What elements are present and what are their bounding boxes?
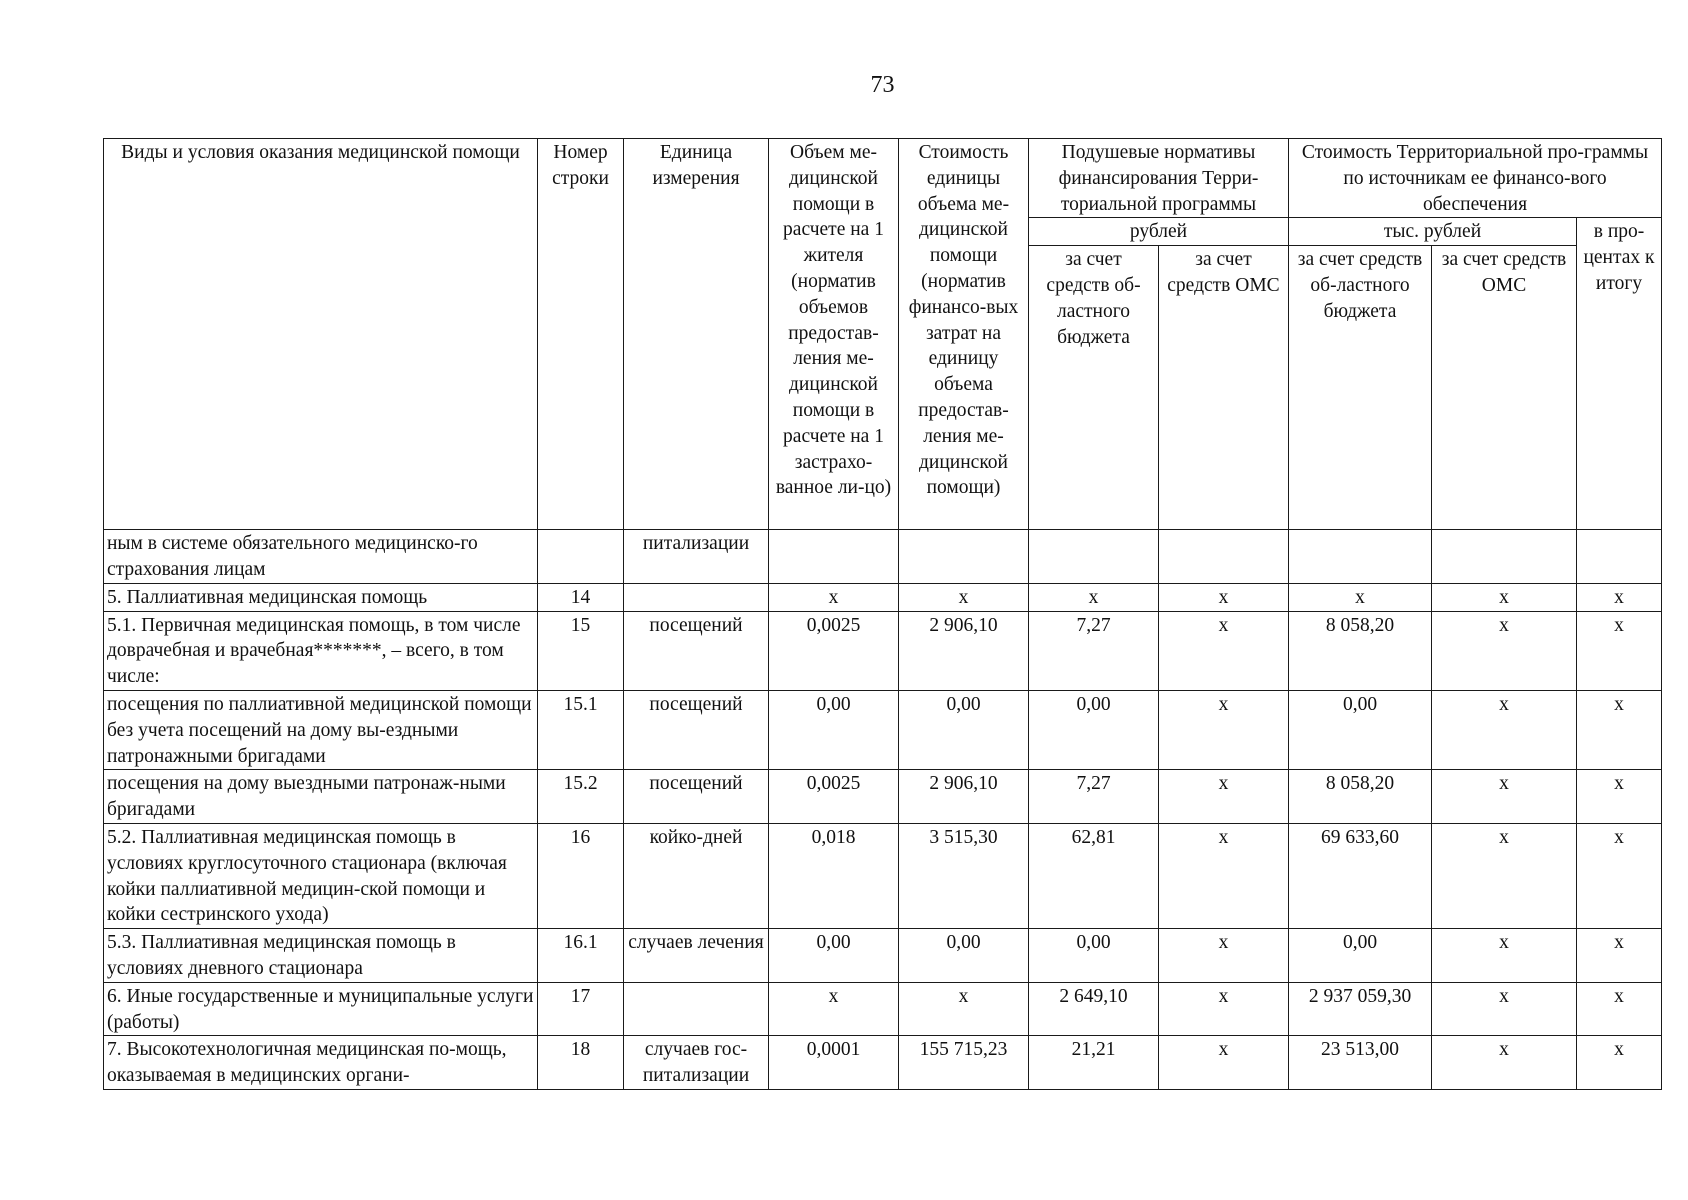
row-volume: х xyxy=(769,982,899,1036)
row-name: 5.2. Паллиативная медицинская помощь в условиях круглосуточного стационара (включая койки паллиативной медицин-ской помощи и койки сестринского ухода) xyxy=(104,823,538,928)
row-per-capita-budget xyxy=(1029,530,1159,584)
row-per-capita-oms: х xyxy=(1159,823,1289,928)
row-program-oms: х xyxy=(1432,929,1577,983)
row-number: 15.2 xyxy=(538,770,624,824)
row-program-budget: 0,00 xyxy=(1289,929,1432,983)
row-volume: 0,0025 xyxy=(769,611,899,690)
row-program-oms: х xyxy=(1432,823,1577,928)
table-row xyxy=(104,929,1662,983)
row-cost: 0,00 xyxy=(899,690,1029,769)
row-per-capita-oms: х xyxy=(1159,929,1289,983)
row-per-capita-oms: х xyxy=(1159,1036,1289,1090)
header-row-number: Номер строки xyxy=(538,139,624,530)
row-number: 16.1 xyxy=(538,929,624,983)
row-per-capita-budget: 0,00 xyxy=(1029,929,1159,983)
row-name: 5.3. Паллиативная медицинская помощь в условиях дневного стационара xyxy=(104,929,538,983)
row-per-capita-oms: х xyxy=(1159,690,1289,769)
row-volume: 0,018 xyxy=(769,823,899,928)
table-row xyxy=(104,530,1662,584)
table-row xyxy=(104,611,1662,690)
row-per-capita-oms xyxy=(1159,530,1289,584)
row-program-oms: х xyxy=(1432,770,1577,824)
row-program-budget: 23 513,00 xyxy=(1289,1036,1432,1090)
header-volume: Объем ме-дицинской помощи в расчете на 1 жителя (норматив объемов предостав-ления ме-дицинской помощи в расчете на 1 застрахо-ванное ли-цо) xyxy=(769,139,899,530)
row-name: посещения по паллиативной медицинской помощи без учета посещений на дому вы-ездными патронажными бригадами xyxy=(104,690,538,769)
row-program-oms: х xyxy=(1432,982,1577,1036)
row-percent xyxy=(1577,530,1662,584)
row-cost: х xyxy=(899,583,1029,611)
header-program-cost-unit: тыс. рублей xyxy=(1289,218,1577,246)
header-unit: Единица измерения xyxy=(624,139,769,530)
row-cost: 3 515,30 xyxy=(899,823,1029,928)
row-per-capita-budget: 62,81 xyxy=(1029,823,1159,928)
table-row xyxy=(104,583,1662,611)
row-program-oms: х xyxy=(1432,1036,1577,1090)
row-program-budget: 8 058,20 xyxy=(1289,770,1432,824)
row-unit: посещений xyxy=(624,690,769,769)
row-percent: х xyxy=(1577,611,1662,690)
row-program-budget: 0,00 xyxy=(1289,690,1432,769)
row-name: ным в системе обязательного медицинско-го страхования лицам xyxy=(104,530,538,584)
row-volume: 0,0001 xyxy=(769,1036,899,1090)
row-number: 15.1 xyxy=(538,690,624,769)
row-per-capita-oms: х xyxy=(1159,770,1289,824)
header-kind: Виды и условия оказания медицинской помощи xyxy=(104,139,538,530)
row-per-capita-budget: 2 649,10 xyxy=(1029,982,1159,1036)
row-number xyxy=(538,530,624,584)
table-row xyxy=(104,690,1662,769)
row-program-budget: х xyxy=(1289,583,1432,611)
header-program-cost: Стоимость Территориальной про-граммы по источникам ее финансо-вого обеспечения xyxy=(1289,139,1662,218)
header-per-capita-budget: за счет средств об-ластного бюджета xyxy=(1029,246,1159,530)
row-program-oms: х xyxy=(1432,690,1577,769)
row-unit xyxy=(624,583,769,611)
row-unit: случаев лечения xyxy=(624,929,769,983)
row-name: посещения на дому выездными патронаж-ными бригадами xyxy=(104,770,538,824)
header-per-capita-unit: рублей xyxy=(1029,218,1289,246)
row-volume: 0,0025 xyxy=(769,770,899,824)
row-program-budget: 8 058,20 xyxy=(1289,611,1432,690)
financing-table xyxy=(103,138,1662,1090)
row-percent: х xyxy=(1577,823,1662,928)
row-per-capita-budget: х xyxy=(1029,583,1159,611)
header-percent: в про-центах к итогу xyxy=(1577,218,1662,530)
row-unit: питализации xyxy=(624,530,769,584)
row-per-capita-budget: 7,27 xyxy=(1029,770,1159,824)
row-volume: 0,00 xyxy=(769,690,899,769)
row-name: 5.1. Первичная медицинская помощь, в том числе доврачебная и врачебная*******, – всего, в том числе: xyxy=(104,611,538,690)
row-cost: 2 906,10 xyxy=(899,770,1029,824)
row-volume: 0,00 xyxy=(769,929,899,983)
row-number: 15 xyxy=(538,611,624,690)
header-program-oms: за счет средств ОМС xyxy=(1432,246,1577,530)
row-per-capita-oms: х xyxy=(1159,982,1289,1036)
row-program-budget: 2 937 059,30 xyxy=(1289,982,1432,1036)
table-row xyxy=(104,770,1662,824)
row-percent: х xyxy=(1577,690,1662,769)
table-row xyxy=(104,982,1662,1036)
page-number: 73 xyxy=(870,72,895,98)
row-percent: х xyxy=(1577,1036,1662,1090)
row-number: 16 xyxy=(538,823,624,928)
row-volume: х xyxy=(769,583,899,611)
header-cost: Стоимость единицы объема ме-дицинской помощи (норматив финансо-вых затрат на единицу объема предостав-ления ме-дицинской помощи) xyxy=(899,139,1029,530)
row-number: 14 xyxy=(538,583,624,611)
row-percent: х xyxy=(1577,929,1662,983)
row-unit: койко-дней xyxy=(624,823,769,928)
row-program-oms: х xyxy=(1432,611,1577,690)
header-program-budget: за счет средств об-ластного бюджета xyxy=(1289,246,1432,530)
row-per-capita-budget: 21,21 xyxy=(1029,1036,1159,1090)
row-per-capita-oms: х xyxy=(1159,611,1289,690)
header-per-capita-oms: за счет средств ОМС xyxy=(1159,246,1289,530)
header-per-capita: Подушевые нормативы финансирования Терри-ториальной программы xyxy=(1029,139,1289,218)
row-cost: 0,00 xyxy=(899,929,1029,983)
row-number: 18 xyxy=(538,1036,624,1090)
row-per-capita-budget: 0,00 xyxy=(1029,690,1159,769)
row-unit: посещений xyxy=(624,611,769,690)
table-header xyxy=(104,139,1662,530)
row-name: 5. Паллиативная медицинская помощь xyxy=(104,583,538,611)
row-unit xyxy=(624,982,769,1036)
row-unit: посещений xyxy=(624,770,769,824)
row-program-budget: 69 633,60 xyxy=(1289,823,1432,928)
row-per-capita-budget: 7,27 xyxy=(1029,611,1159,690)
row-percent: х xyxy=(1577,583,1662,611)
row-name: 7. Высокотехнологичная медицинская по-мощь, оказываемая в медицинских органи- xyxy=(104,1036,538,1090)
table-body xyxy=(104,530,1662,1090)
row-volume xyxy=(769,530,899,584)
table-row xyxy=(104,823,1662,928)
row-program-oms: х xyxy=(1432,583,1577,611)
row-program-budget xyxy=(1289,530,1432,584)
table-row xyxy=(104,1036,1662,1090)
row-percent: х xyxy=(1577,770,1662,824)
row-number: 17 xyxy=(538,982,624,1036)
row-program-oms xyxy=(1432,530,1577,584)
row-name: 6. Иные государственные и муниципальные услуги (работы) xyxy=(104,982,538,1036)
row-percent: х xyxy=(1577,982,1662,1036)
row-per-capita-oms: х xyxy=(1159,583,1289,611)
row-cost: 2 906,10 xyxy=(899,611,1029,690)
row-cost: х xyxy=(899,982,1029,1036)
row-cost xyxy=(899,530,1029,584)
row-cost: 155 715,23 xyxy=(899,1036,1029,1090)
row-unit: случаев гос-питализации xyxy=(624,1036,769,1090)
